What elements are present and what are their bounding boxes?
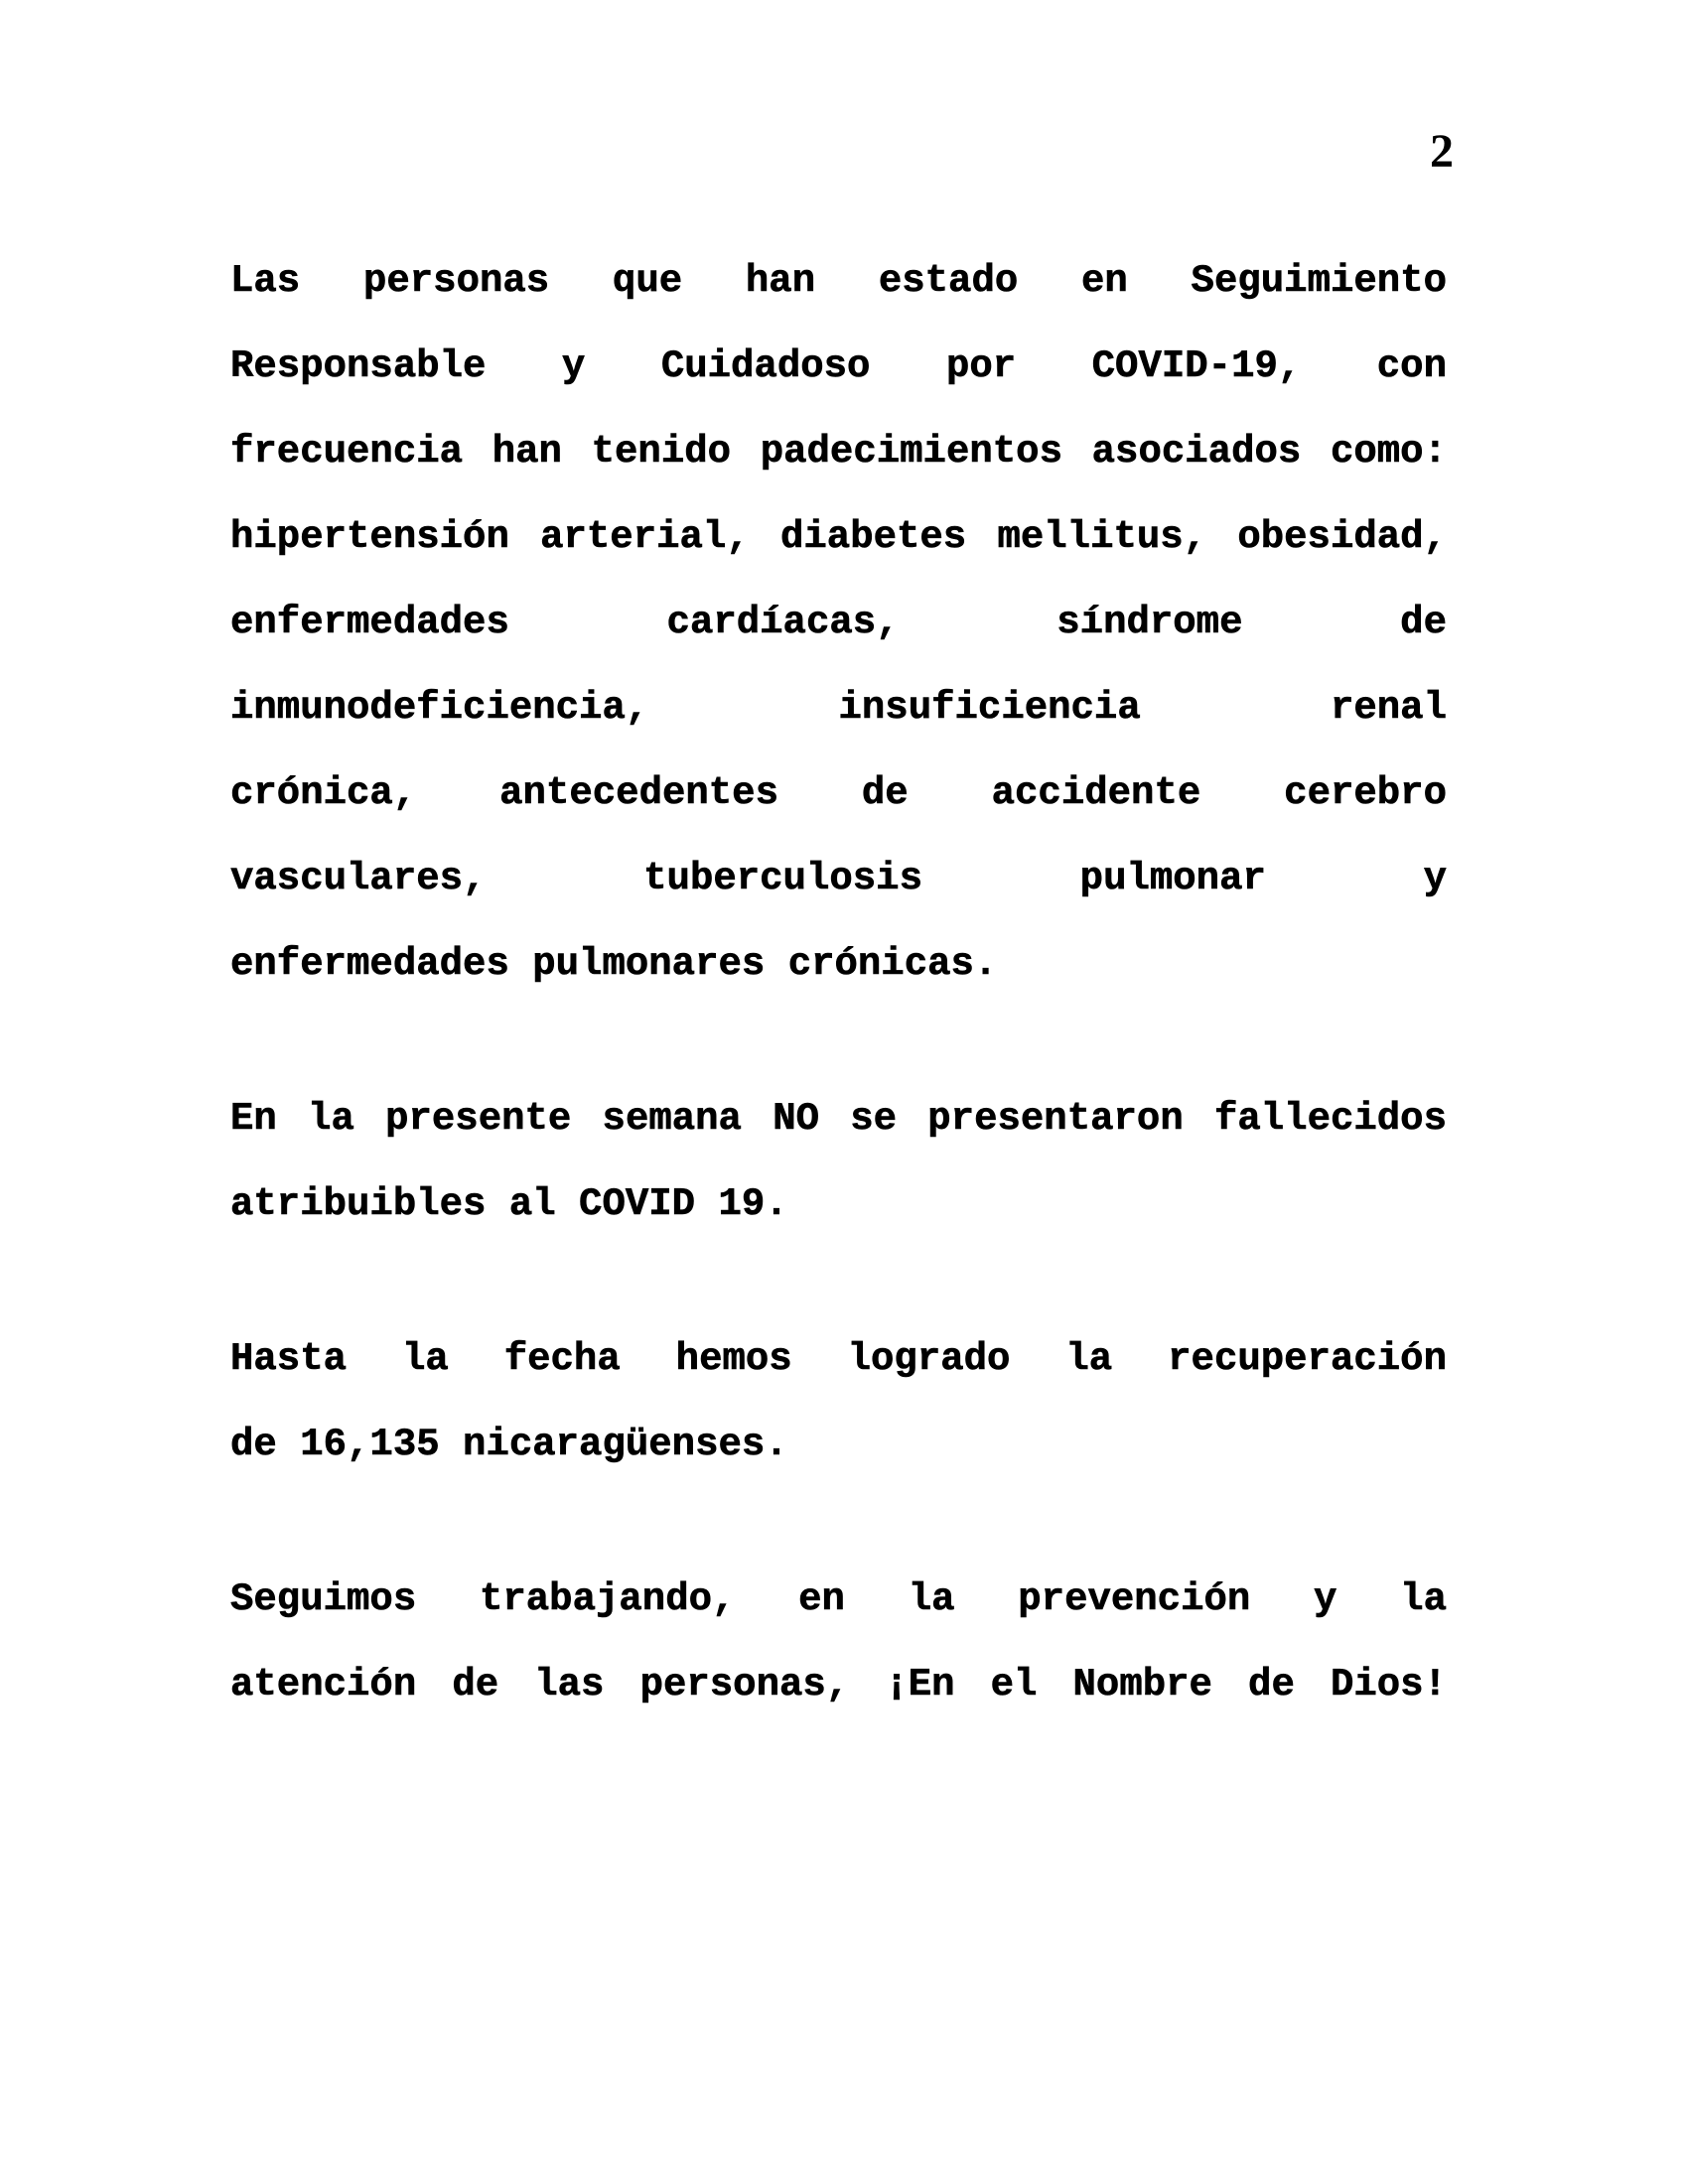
text-line: de 16,135 nicaragüenses.	[230, 1423, 788, 1466]
text-line: enfermedades pulmonares crónicas.	[230, 942, 998, 986]
text-line: Hasta la fecha hemos logrado la recuperación	[230, 1337, 1447, 1381]
text-line: Las personas que han estado en Seguimiento	[230, 259, 1447, 303]
text-line: Responsable y Cuidadoso por COVID-19, con	[230, 344, 1447, 388]
text-line: vasculares, tuberculosis pulmonar y	[230, 857, 1447, 900]
paragraph-recovered	[230, 1316, 1447, 1487]
text-line: crónica, antecedentes de accidente cerebro	[230, 771, 1447, 815]
text-line: frecuencia han tenido padecimientos asociados como:	[230, 430, 1447, 474]
text-line: inmunodeficiencia, insuficiencia renal	[230, 686, 1447, 730]
document-content	[230, 238, 1447, 1727]
text-line: atención de las personas, ¡En el Nombre de Dios!	[230, 1663, 1447, 1706]
text-line: enfermedades cardíacas, síndrome de	[230, 601, 1447, 644]
page-number: 2	[1430, 125, 1454, 178]
text-line: hipertensión arterial, diabetes mellitus, obesidad,	[230, 515, 1447, 559]
text-line: En la presente semana NO se presentaron fallecidos	[230, 1097, 1447, 1141]
paragraph-closing	[230, 1557, 1447, 1727]
paragraph-comorbidities	[230, 238, 1447, 1007]
paragraph-no-deaths	[230, 1076, 1447, 1247]
text-line: Seguimos trabajando, en la prevención y la	[230, 1577, 1447, 1621]
text-line: atribuibles al COVID 19.	[230, 1182, 788, 1226]
